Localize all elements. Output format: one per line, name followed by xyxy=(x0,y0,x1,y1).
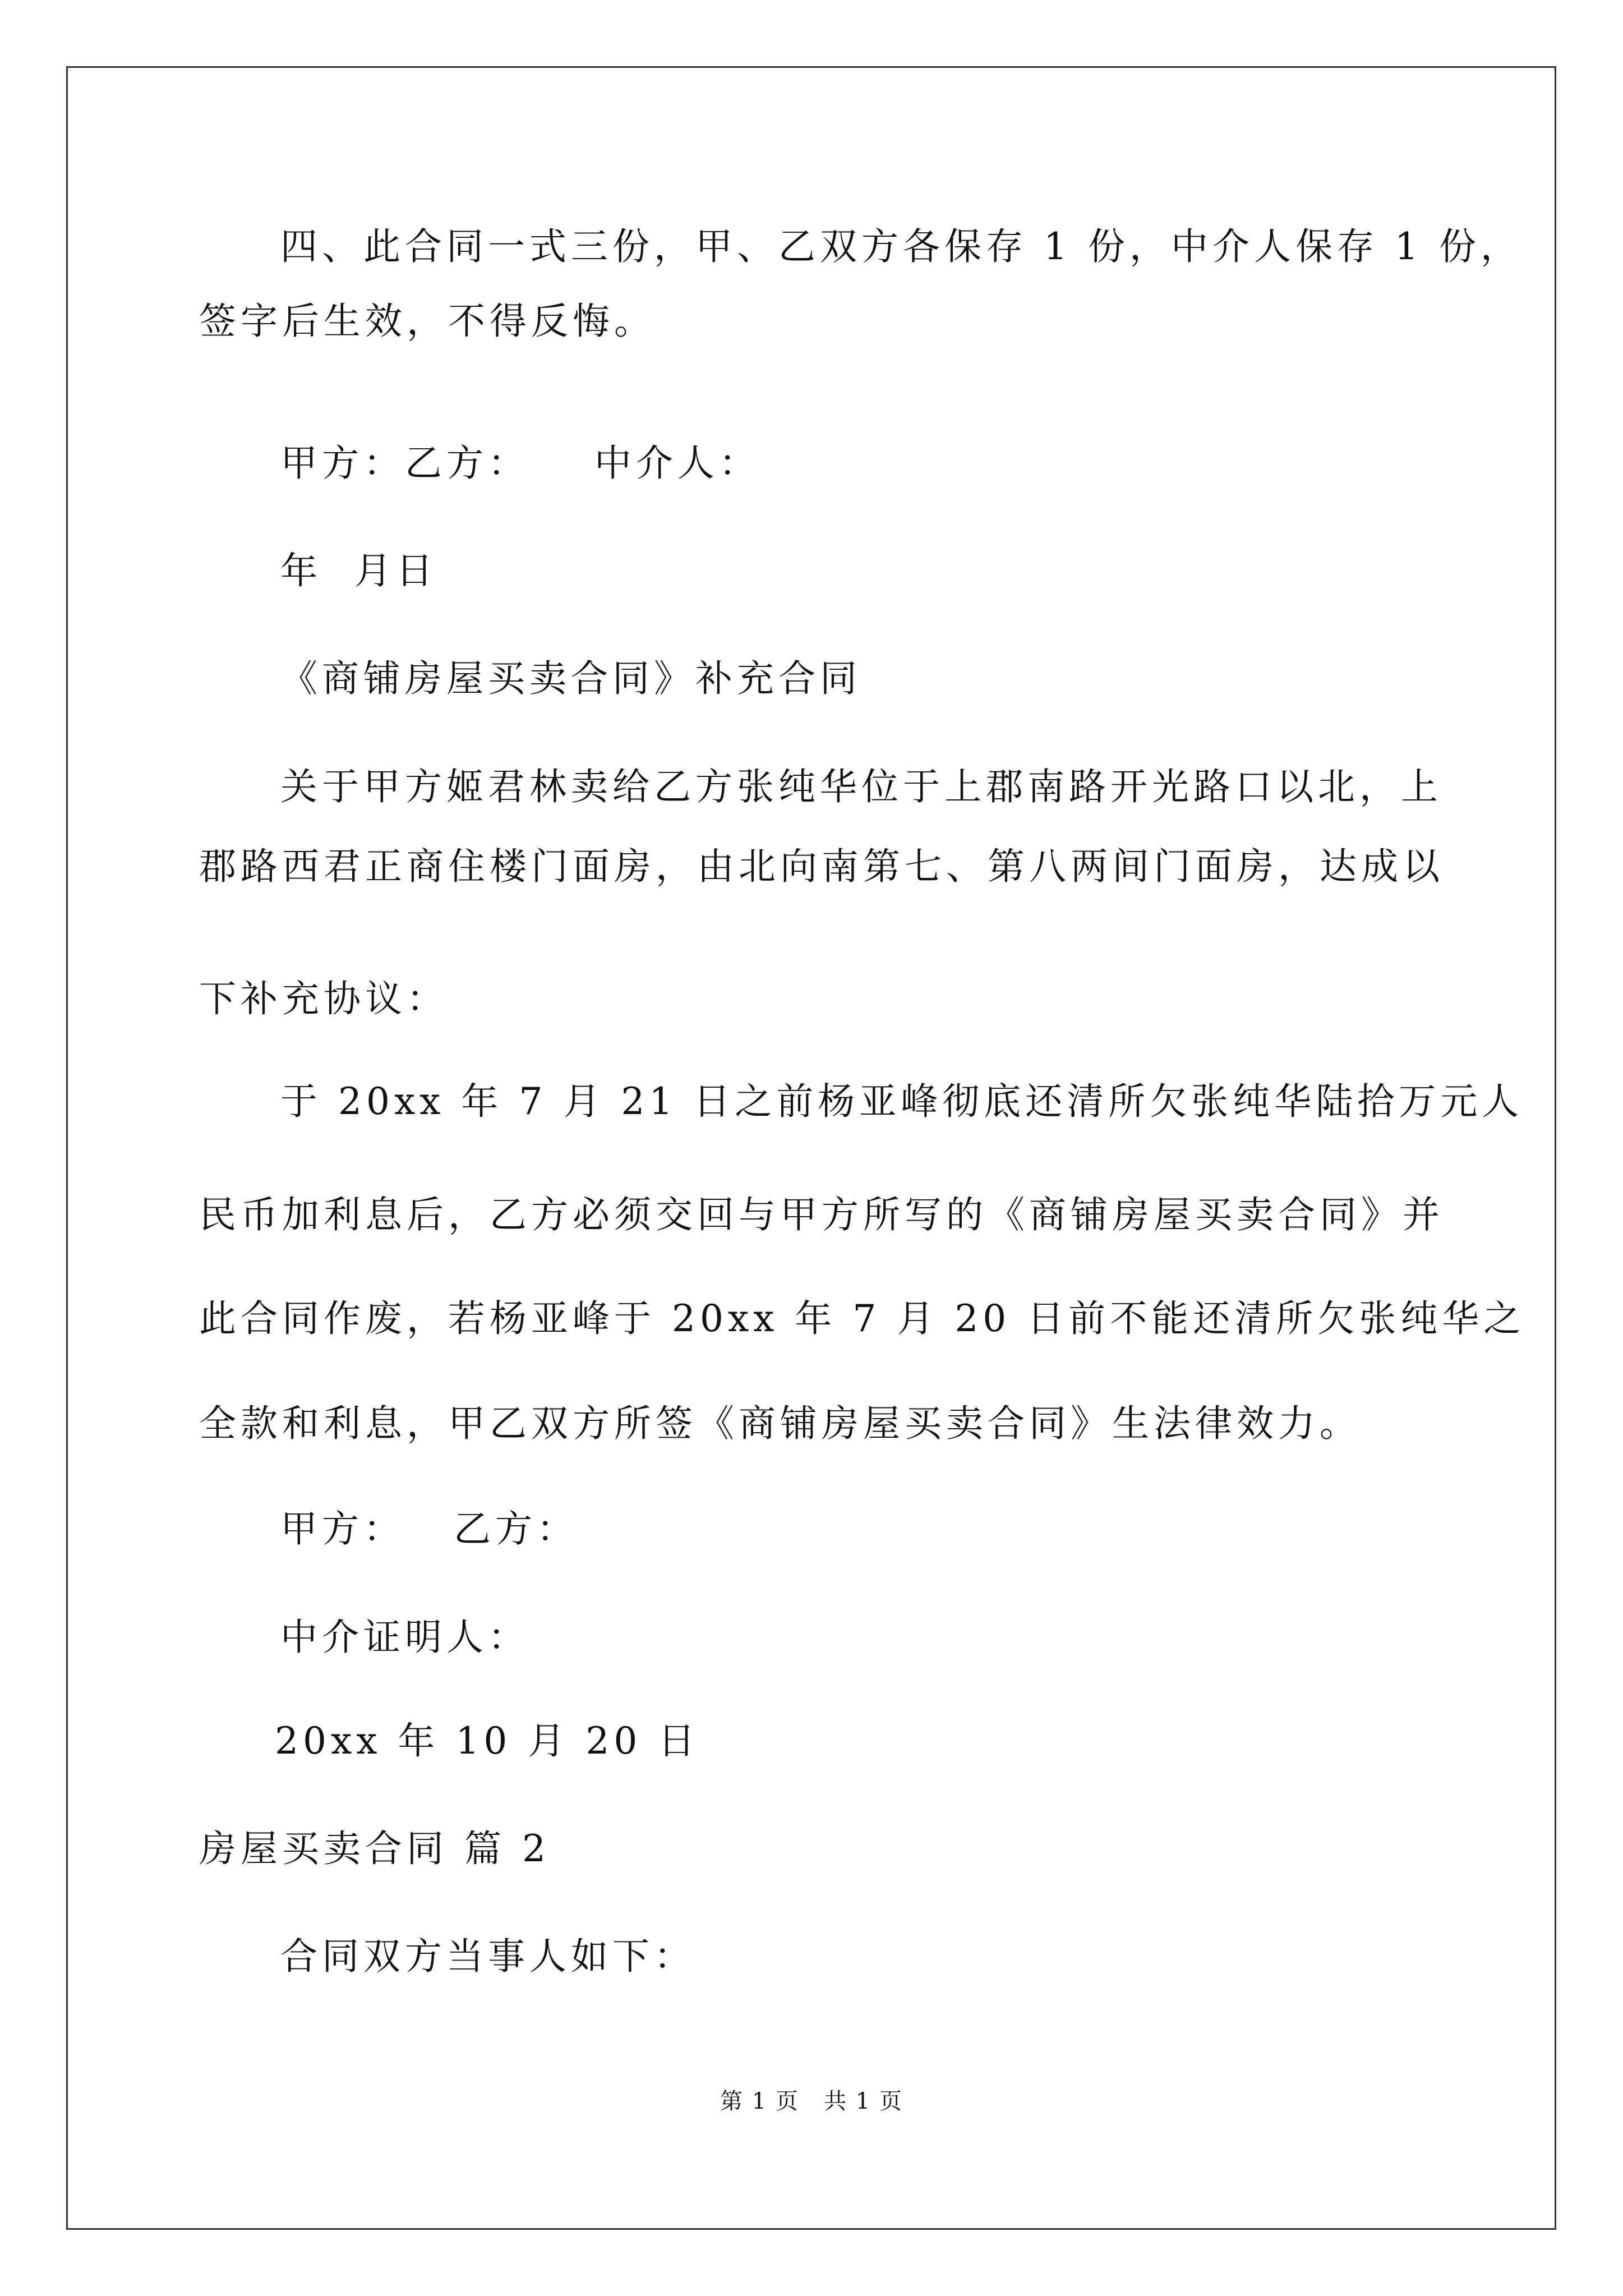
paragraph-line: 签字后生效，不得反悔。 xyxy=(199,300,656,343)
paragraph-line: 于 20xx 年 7 月 21 日之前杨亚峰彻底还清所欠张纯华陆拾万元人 xyxy=(280,1080,1524,1123)
paragraph-line: 此合同作废，若杨亚峰于 20xx 年 7 月 20 日前不能还清所欠张纯华之 xyxy=(199,1297,1525,1340)
signature-line: 甲方：乙方： 中介人： xyxy=(280,441,760,485)
witness-line: 中介证明人： xyxy=(280,1616,529,1659)
section-heading: 房屋买卖合同 篇 2 xyxy=(199,1827,550,1870)
date-line: 年 月日 xyxy=(280,549,437,592)
date-line: 20xx 年 10 月 20 日 xyxy=(275,1719,700,1763)
paragraph-line: 全款和利息，甲乙双方所签《商铺房屋买卖合同》生法律效力。 xyxy=(199,1402,1361,1445)
page-border xyxy=(66,66,1556,2230)
paragraph-line: 合同双方当事人如下： xyxy=(280,1935,695,1978)
paragraph-line: 四、此合同一式三份，甲、乙双方各保存 1 份，中介人保存 1 份， xyxy=(280,225,1522,268)
paragraph-line: 关于甲方姬君林卖给乙方张纯华位于上郡南路开光路口以北，上 xyxy=(280,765,1442,808)
paragraph-line: 下补充协议： xyxy=(199,977,448,1020)
paragraph-line: 郡路西君正商住楼门面房，由北向南第七、第八两间门面房，达成以 xyxy=(199,845,1444,888)
page-footer: 第 1 页 共 1 页 xyxy=(720,2088,903,2114)
section-title: 《商铺房屋买卖合同》补充合同 xyxy=(280,657,861,700)
signature-line: 甲方： 乙方： xyxy=(280,1507,578,1550)
paragraph-line: 民币加利息后，乙方必须交回与甲方所写的《商铺房屋买卖合同》并 xyxy=(199,1193,1444,1236)
